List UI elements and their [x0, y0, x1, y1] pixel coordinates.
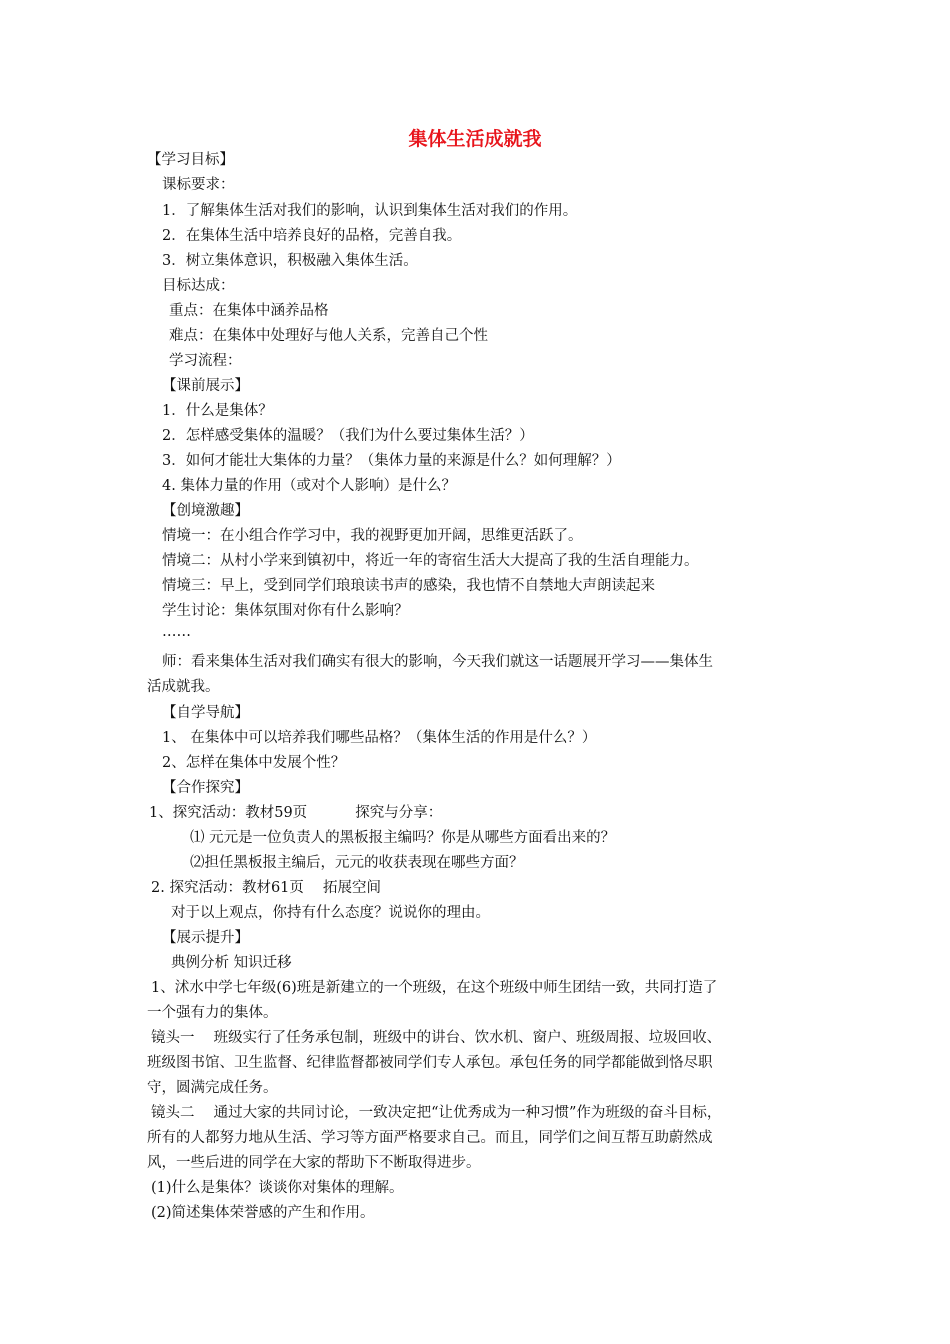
text-line: 1．了解集体生活对我们的影响，认识到集体生活对我们的作用。	[162, 203, 578, 219]
text-line: 一个强有力的集体。	[147, 1005, 278, 1021]
text-line: 镜头二 通过大家的共同讨论，一致决定把“让优秀成为一种习惯”作为班级的奋斗目标，	[151, 1105, 722, 1121]
ellipsis-line: ……	[162, 624, 191, 640]
text-line: (1)什么是集体？谈谈你对集体的理解。	[151, 1180, 404, 1196]
section-heading-display: 【展示提升】	[162, 930, 249, 946]
text-line: 对于以上观点，你持有什么态度？说说你的理由。	[171, 905, 490, 921]
text-line: 活成就我。	[147, 679, 220, 695]
text-line: 4. 集体力量的作用（或对个人影响）是什么？	[162, 478, 456, 494]
text-line: 情境三：早上，受到同学们琅琅读书声的感染，我也情不自禁地大声朗读起来	[162, 578, 655, 594]
section-heading-preview: 【课前展示】	[162, 378, 249, 394]
text-line: ⑴ 元元是一位负责人的黑板报主编吗？你是从哪些方面看出来的？	[190, 830, 616, 846]
section-heading-self-study: 【自学导航】	[162, 705, 249, 721]
text-line: 学习流程：	[169, 353, 242, 369]
text-line: 风，一些后进的同学在大家的帮助下不断取得进步。	[147, 1155, 481, 1171]
text-line: 难点：在集体中处理好与他人关系，完善自己个性	[169, 328, 488, 344]
text-line: 典例分析 知识迁移	[171, 955, 292, 971]
text-line: 守，圆满完成任务。	[147, 1080, 278, 1096]
text-line: 学生讨论：集体氛围对你有什么影响？	[162, 603, 409, 619]
text-line: 班级图书馆、卫生监督、纪律监督都被同学们专人承包。承包任务的同学都能做到恪尽职	[147, 1055, 713, 1071]
text-line: (2)简述集体荣誉感的产生和作用。	[151, 1205, 375, 1221]
text-line: 2. 探究活动：教材61页 拓展空间	[151, 880, 382, 896]
text-line: 2．在集体生活中培养良好的品格，完善自我。	[162, 228, 462, 244]
text-line: 2、怎样在集体中发展个性？	[162, 755, 346, 771]
section-heading-scenario: 【创境激趣】	[162, 503, 249, 519]
text-line: 师：看来集体生活对我们确实有很大的影响，今天我们就这一话题展开学习——集体生	[162, 654, 713, 670]
section-heading-learning-goals: 【学习目标】	[147, 152, 234, 168]
document-title: 集体生活成就我	[408, 128, 542, 150]
text-line: 重点：在集体中涵养品格	[169, 303, 329, 319]
section-heading-cooperation: 【合作探究】	[162, 780, 249, 796]
text-line: 1、探究活动：教材59页 探究与分享：	[149, 805, 443, 821]
text-line: 1、 在集体中可以培养我们哪些品格？（集体生活的作用是什么？）	[162, 730, 597, 746]
text-line: 3．树立集体意识，积极融入集体生活。	[162, 253, 418, 269]
text-line: 情境二：从村小学来到镇初中，将近一年的寄宿生活大大提高了我的生活自理能力。	[162, 553, 699, 569]
text-line: 镜头一 班级实行了任务承包制，班级中的讲台、饮水机、窗户、班级周报、垃圾回收、	[151, 1030, 722, 1046]
text-line: 所有的人都努力地从生活、学习等方面严格要求自己。而且，同学们之间互帮互助蔚然成	[147, 1130, 713, 1146]
text-line: 2．怎样感受集体的温暖？（我们为什么要过集体生活？）	[162, 428, 534, 444]
text-line: 1．什么是集体？	[162, 403, 273, 419]
text-line: 3．如何才能壮大集体的力量？（集体力量的来源是什么？如何理解？）	[162, 453, 621, 469]
text-line: 课标要求：	[162, 177, 235, 193]
text-line: 目标达成：	[162, 278, 235, 294]
text-line: 1、沭水中学七年级(6)班是新建立的一个班级，在这个班级中师生团结一致，共同打造了	[151, 980, 718, 996]
text-line: ⑵担任黑板报主编后，元元的收获表现在哪些方面？	[190, 855, 524, 871]
text-line: 情境一：在小组合作学习中，我的视野更加开阔，思维更活跃了。	[162, 528, 583, 544]
